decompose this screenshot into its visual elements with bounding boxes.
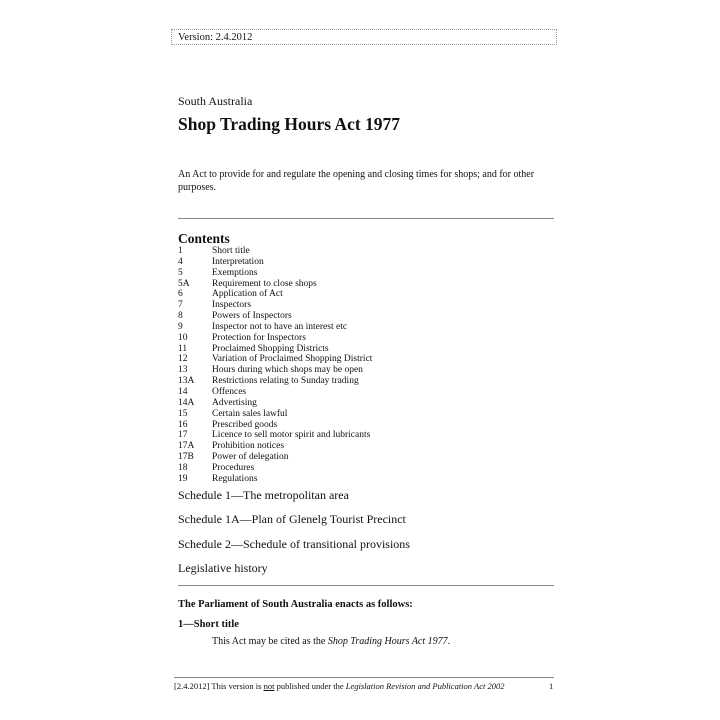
toc-item-number: 18 [178,462,188,473]
toc-item[interactable] [178,289,538,300]
toc-item[interactable] [178,387,538,398]
schedule-item[interactable]: Schedule 1A—Plan of Glenelg Tourist Precinct [178,512,406,527]
toc-item[interactable] [178,463,538,474]
toc-item-number: 16 [178,419,188,430]
toc-item-title: Certain sales lawful [212,408,288,419]
footer-not: not [263,681,275,691]
toc-item-number: 8 [178,311,183,322]
toc-item[interactable] [178,441,538,452]
toc-item-number: 14A [178,397,195,408]
toc-item-title: Application of Act [212,289,283,300]
toc-item[interactable] [178,398,538,409]
section-heading: 1—Short title [178,619,239,630]
toc-item-number: 13 [178,365,188,376]
version-label: Version: 2.4.2012 [178,32,253,43]
toc-item-title: Requirement to close shops [212,278,317,289]
schedule-list [178,488,410,585]
version-box [171,29,557,45]
toc-item[interactable] [178,376,538,387]
schedule-item[interactable]: Legislative history [178,560,268,575]
toc-item-number: 12 [178,354,188,365]
toc-item-title: Proclaimed Shopping Districts [212,343,329,354]
toc-item-title: Prohibition notices [212,441,285,452]
section-text-prefix: This Act may be cited as the [212,636,328,647]
divider [178,218,554,219]
toc-item[interactable] [178,452,538,463]
footer-act-reference: Legislation Revision and Publication Act 2002 [345,681,505,691]
toc-item-title: Offences [212,386,247,397]
section-text-act-name: Shop Trading Hours Act 1977 [327,636,448,647]
section-text-suffix: . [447,636,451,647]
toc-item-number: 17 [178,430,188,441]
toc-item-title: Hours during which shops may be open [212,365,363,376]
toc-item-title: Procedures [212,462,255,473]
act-title: Shop Trading Hours Act 1977 [178,114,401,134]
toc-item-number: 1 [178,246,183,256]
schedule-item[interactable]: Schedule 1—The metropolitan area [178,488,349,502]
toc-item-number: 17B [178,452,194,463]
toc-item-number: 10 [178,332,188,343]
table-of-contents [178,246,538,485]
long-title: An Act to provide for and regulate the opening and closing times for shops; and for other purposes. [178,169,535,193]
toc-item-number: 11 [178,343,188,354]
toc-item-title: Advertising [212,397,257,408]
toc-item-title: Short title [212,246,250,256]
toc-item-number: 13A [178,376,195,387]
toc-item-number: 19 [178,473,188,484]
toc-item-title: Power of delegation [212,452,289,463]
toc-item-number: 17A [178,441,195,452]
toc-item[interactable] [178,365,538,376]
toc-item-title: Restrictions relating to Sunday trading [212,376,359,387]
toc-item-title: Interpretation [212,256,264,267]
toc-item-title: Inspectors [212,300,252,311]
toc-item-title: Powers of Inspectors [212,311,292,322]
footer-middle: published under the [274,681,346,691]
footer-divider [174,677,554,678]
toc-item-number: 14 [178,386,188,397]
toc-item[interactable] [178,268,538,279]
toc-item-title: Exemptions [212,267,258,278]
toc-item-number: 6 [178,289,183,300]
toc-item-title: Variation of Proclaimed Shopping District [212,354,373,365]
toc-item-number: 15 [178,408,188,419]
toc-item[interactable] [178,279,538,290]
toc-item[interactable] [178,333,538,344]
toc-item[interactable] [178,311,538,322]
toc-item-number: 5 [178,267,183,278]
toc-item-number: 7 [178,300,183,311]
footer-text [174,681,504,691]
toc-item[interactable] [178,420,538,431]
schedule-item[interactable]: Schedule 2—Schedule of transitional provisions [178,536,410,551]
toc-item-title: Prescribed goods [212,419,278,430]
toc-item[interactable] [178,257,538,268]
jurisdiction: South Australia [178,94,253,108]
divider [178,585,554,586]
toc-item[interactable] [178,246,538,257]
page-number: 1 [549,681,554,691]
enacting-words: The Parliament of South Australia enacts as follows: [178,599,413,610]
toc-item-number: 9 [178,321,183,332]
toc-item[interactable] [178,300,538,311]
toc-item[interactable] [178,354,538,365]
footer-date: [2.4.2012] This version is [174,681,264,691]
toc-item-number: 5A [178,278,190,289]
toc-item[interactable] [178,409,538,420]
toc-item[interactable] [178,430,538,441]
toc-item[interactable] [178,474,538,485]
toc-item-title: Inspector not to have an interest etc [212,321,348,332]
toc-item-number: 4 [178,256,183,267]
toc-item[interactable] [178,344,538,355]
section-text [212,636,450,647]
toc-item-title: Licence to sell motor spirit and lubricants [212,430,371,441]
contents-heading: Contents [178,231,230,246]
toc-item-title: Protection for Inspectors [212,332,306,343]
toc-item[interactable] [178,322,538,333]
toc-item-title: Regulations [212,473,258,484]
